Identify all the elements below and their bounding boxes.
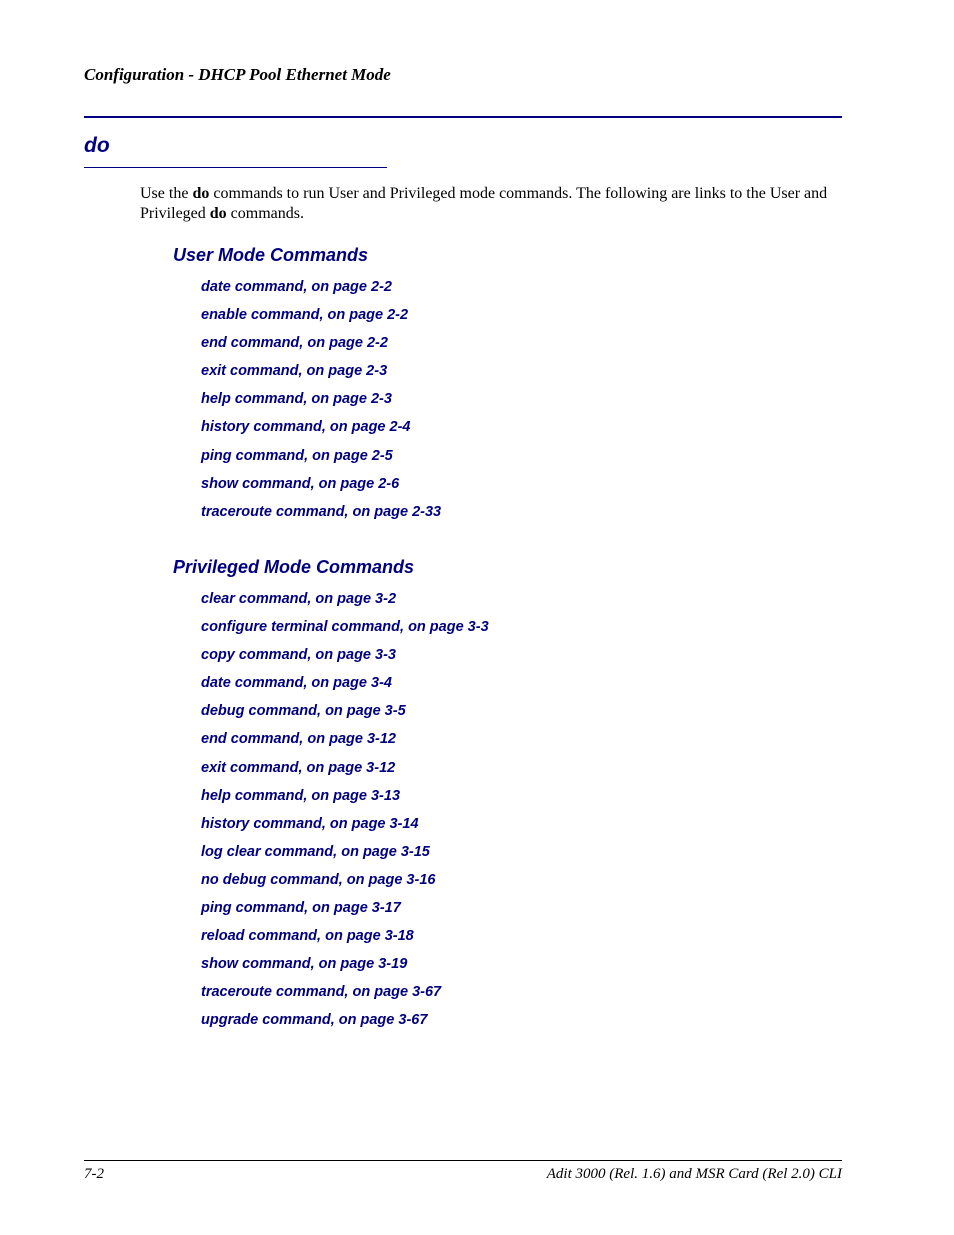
command-link[interactable]: log clear command, on page 3-15 xyxy=(201,843,430,860)
command-link[interactable]: help command, on page 2-3 xyxy=(201,391,392,408)
privileged-mode-link-list xyxy=(201,590,489,1040)
intro-text: commands. xyxy=(226,205,304,222)
command-link[interactable]: configure terminal command, on page 3-3 xyxy=(201,619,489,636)
command-link[interactable]: history command, on page 2-4 xyxy=(201,419,411,436)
command-link[interactable]: reload command, on page 3-18 xyxy=(201,928,414,945)
user-mode-link-list xyxy=(201,278,441,531)
command-link[interactable]: date command, on page 3-4 xyxy=(201,675,392,692)
running-header: Configuration - DHCP Pool Ethernet Mode xyxy=(84,65,391,84)
command-link[interactable]: show command, on page 2-6 xyxy=(201,475,400,492)
privileged-mode-heading: Privileged Mode Commands xyxy=(173,557,415,577)
command-link[interactable]: ping command, on page 3-17 xyxy=(201,900,401,917)
command-link[interactable]: upgrade command, on page 3-67 xyxy=(201,1012,428,1029)
command-link[interactable]: date command, on page 2-2 xyxy=(201,279,392,295)
command-link[interactable]: end command, on page 2-2 xyxy=(201,335,388,352)
command-link[interactable]: ping command, on page 2-5 xyxy=(201,447,393,464)
command-link[interactable]: traceroute command, on page 3-67 xyxy=(201,984,442,1001)
header-rule xyxy=(84,116,842,118)
intro-keyword: do xyxy=(209,205,227,222)
command-link[interactable]: enable command, on page 2-2 xyxy=(201,307,409,324)
footer-rule xyxy=(84,1160,842,1161)
intro-text: commands to run User and Privileged mode commands. The following are links to the User and Privileged xyxy=(140,185,828,222)
user-mode-heading: User Mode Commands xyxy=(173,245,369,265)
command-link[interactable]: traceroute command, on page 2-33 xyxy=(201,503,442,520)
page-number: 7-2 xyxy=(84,1166,104,1182)
command-link[interactable]: clear command, on page 3-2 xyxy=(201,591,397,607)
command-link[interactable]: show command, on page 3-19 xyxy=(201,956,408,973)
command-link[interactable]: debug command, on page 3-5 xyxy=(201,703,406,720)
document-title: Adit 3000 (Rel. 1.6) and MSR Card (Rel 2.0) CLI xyxy=(546,1166,842,1182)
command-link[interactable]: help command, on page 3-13 xyxy=(201,787,401,804)
command-link[interactable]: history command, on page 3-14 xyxy=(201,815,419,832)
intro-keyword: do xyxy=(192,185,210,202)
command-link[interactable]: exit command, on page 3-12 xyxy=(201,759,396,776)
command-link[interactable]: exit command, on page 2-3 xyxy=(201,363,388,380)
title-rule xyxy=(84,167,387,168)
command-link[interactable]: copy command, on page 3-3 xyxy=(201,647,396,664)
section-title: do xyxy=(84,134,110,157)
intro-paragraph xyxy=(140,184,845,224)
command-link[interactable]: no debug command, on page 3-16 xyxy=(201,871,436,888)
command-link[interactable]: end command, on page 3-12 xyxy=(201,731,396,748)
intro-text: Use the xyxy=(140,185,193,202)
